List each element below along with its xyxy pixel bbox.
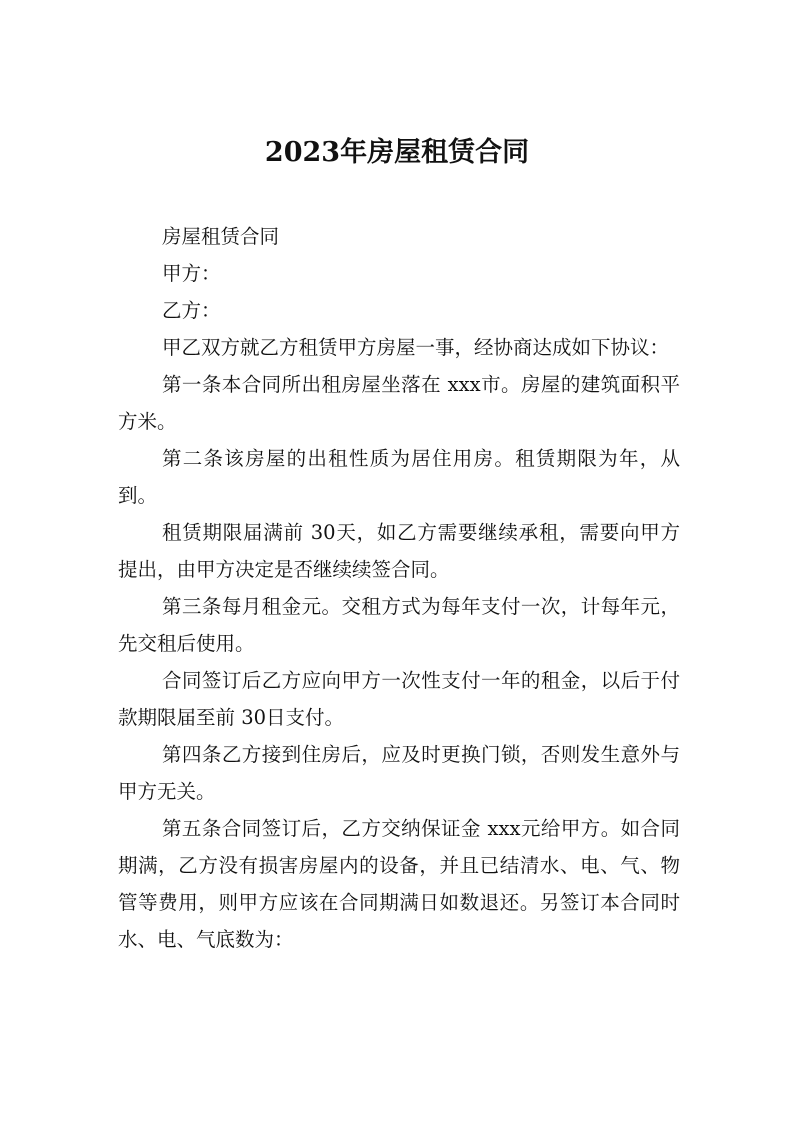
contract-body [118, 218, 680, 958]
paragraph-article-2: 第二条该房屋的出租性质为居住用房。租赁期限为年，从到。 [118, 447, 680, 507]
paragraph-party-a: 甲方： [162, 262, 221, 285]
paragraph-agreement-intro: 甲乙双方就乙方租赁甲方房屋一事，经协商达成如下协议： [162, 336, 670, 359]
document-title: 2023年房屋租赁合同 [264, 137, 530, 168]
paragraph-article-4: 第四条乙方接到住房后，应及时更换门锁，否则发生意外与甲方无关。 [118, 743, 680, 803]
paragraph-article-1: 第一条本合同所出租房屋坐落在 xxx市。房屋的建筑面积平方米。 [118, 373, 680, 433]
paragraph-payment: 合同签订后乙方应向甲方一次性支付一年的租金，以后于付款期限届至前 30日支付。 [118, 669, 680, 729]
paragraph-renewal: 租赁期限届满前 30天，如乙方需要继续承租，需要向甲方提出，由甲方决定是否继续续签合同。 [118, 521, 680, 581]
paragraph-article-3: 第三条每月租金元。交租方式为每年支付一次，计每年元，先交租后使用。 [118, 595, 680, 655]
paragraph-party-b: 乙方： [162, 299, 221, 322]
paragraph-heading: 房屋租赁合同 [162, 225, 280, 248]
paragraph-article-5: 第五条合同签订后，乙方交纳保证金 xxx元给甲方。如合同期满，乙方没有损害房屋内的设备，并且已结清水、电、气、物管等费用，则甲方应该在合同期满日如数退还。另签订本合同时水、电、气底数为： [118, 817, 680, 951]
